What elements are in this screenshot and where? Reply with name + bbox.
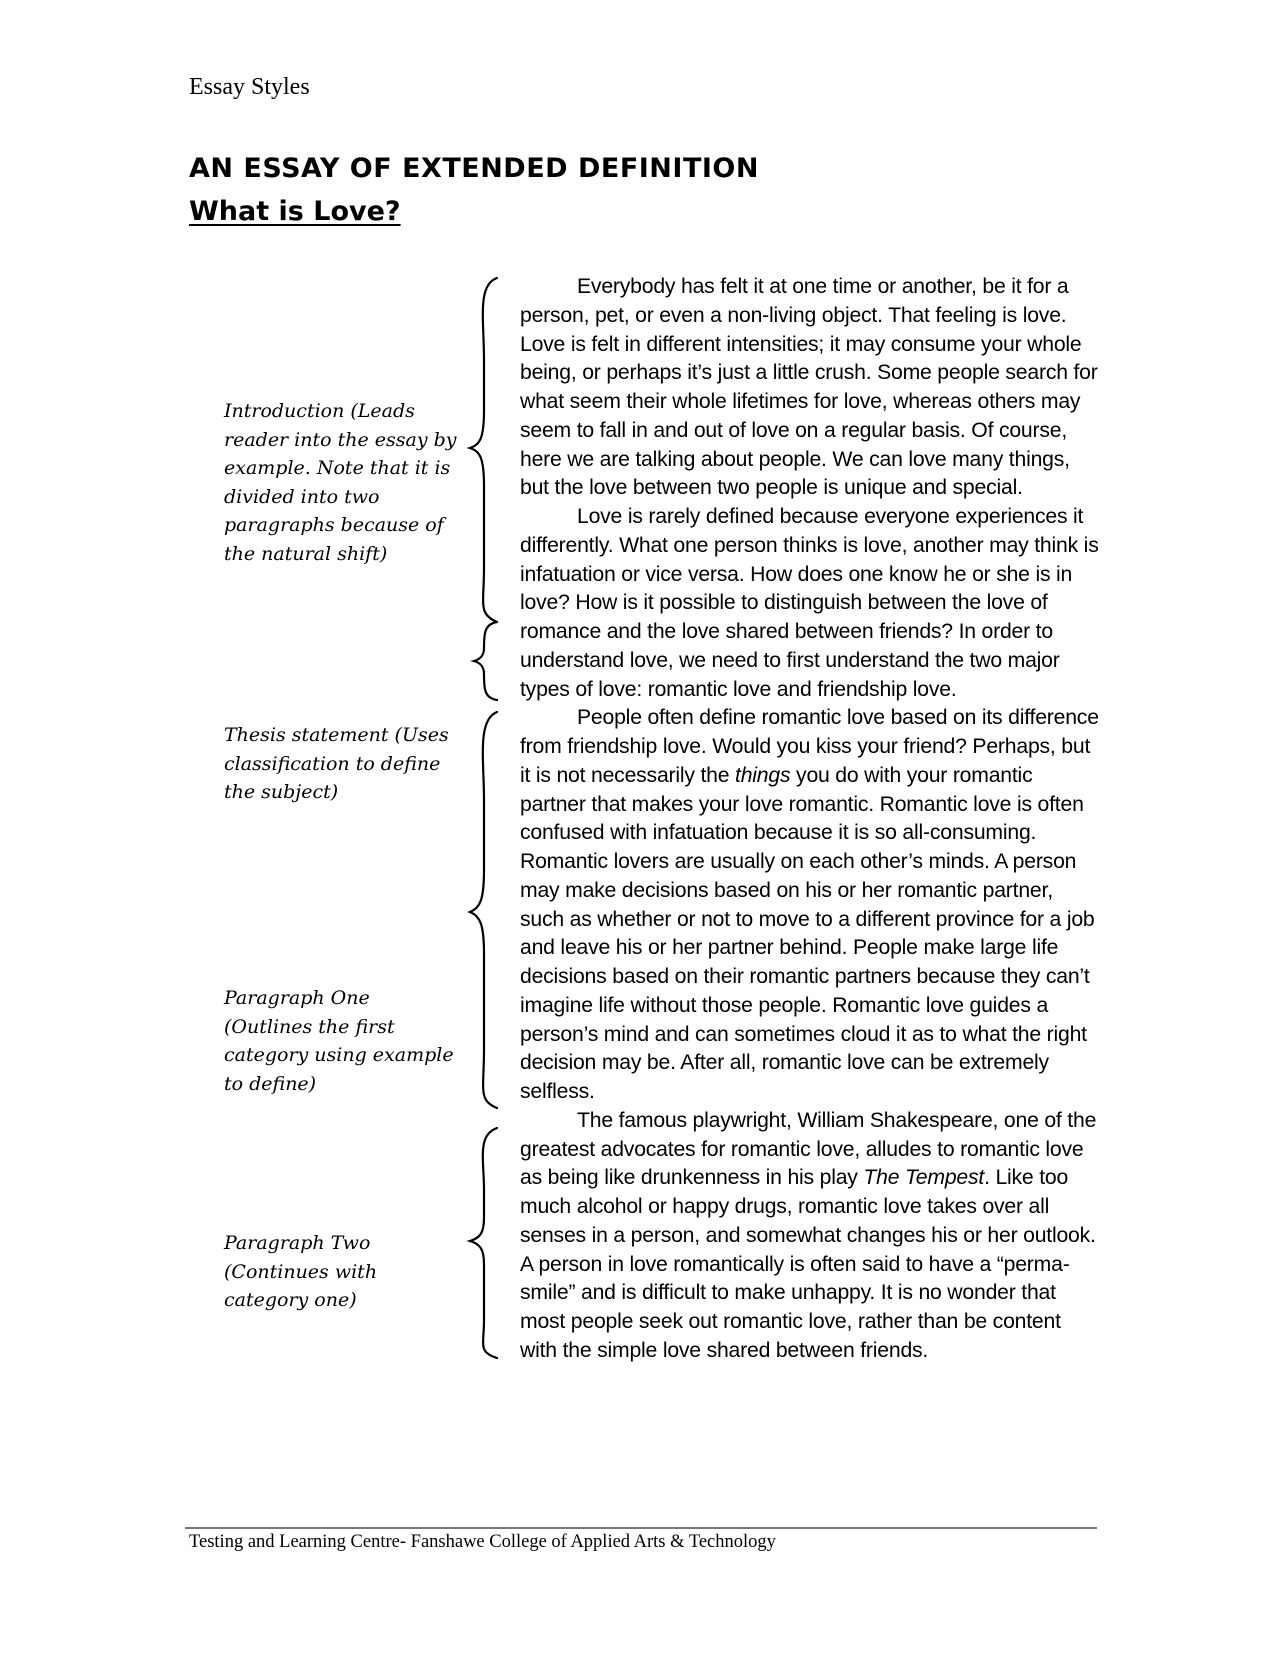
emphasis-things: things (735, 763, 791, 787)
essay-subtitle: What is Love? (189, 196, 401, 227)
essay-paragraph (520, 273, 1100, 503)
brace-paragraph-one (470, 712, 497, 1108)
brace-thesis (474, 622, 497, 700)
essay-paragraph (520, 1107, 1100, 1366)
annotation-paragraph-two: Paragraph Two (Continues with category one) (224, 1232, 378, 1311)
essay-title: AN ESSAY OF EXTENDED DEFINITION (189, 153, 759, 184)
annotation-thesis: Thesis statement (Uses classification to define the subject) (224, 724, 449, 803)
essay-body (520, 273, 1100, 1366)
annotation-introduction: Introduction (Leads reader into the essay by example. Note that it is divided into two paragraphs because of the natural shift) (224, 400, 457, 565)
essay-paragraph (520, 503, 1100, 704)
footer-divider (185, 1527, 1097, 1529)
paragraph-text: Everybody has felt it at one time or another, be it for a person, pet, or even a non-living object. That feeling is love. Love is felt in different intensities; it may consume your whole being, or perhaps it’s just a little crush. Some people search for what seem their whole lifetimes for love, whereas others may seem to fall in and out of love on a regular basis. Of course, here we are talking about people. We can love many things, but the love between two people is unique and special. (520, 275, 1098, 500)
paragraph-text: you do with your romantic partner that makes your love romantic. Romantic love is often confused with infatuation because it is so all-consuming. Romantic lovers are usually on each other’s minds. A person may make decisions based on his or her romantic partner, such as whether or not to move to a different province for a job and leave his or her partner behind. People make large life decisions based on their romantic partners because they can’t imagine life without those people. Romantic love guides a person’s mind and can sometimes cloud it as to what the right decision may be. After all, romantic love can be extremely selfless. (520, 763, 1095, 1103)
brace-introduction (470, 278, 497, 622)
page-header: Essay Styles (189, 74, 310, 100)
brace-paragraph-two (470, 1128, 497, 1358)
annotation-paragraph-one: Paragraph One (Outlines the first category using example to define) (224, 987, 454, 1095)
page-footer: Testing and Learning Centre- Fanshawe College of Applied Arts & Technology (189, 1532, 776, 1552)
emphasis-play-title: The Tempest (863, 1166, 985, 1190)
paragraph-text: People often define romantic love based on its difference from friendship love. Would you kiss your friend? Perhaps, but it is not necessarily the (520, 706, 1099, 787)
paragraph-text: Love is rarely defined because everyone experiences it differently. What one person thinks is love, another may think is infatuation or vice versa. How does one know he or she is in love? How is it possible to distinguish between the love of romance and the love shared between friends? In order to understand love, we need to first understand the two major types of love: romantic love and friendship love. (520, 505, 1099, 701)
paragraph-text: . Like too much alcohol or happy drugs, romantic love takes over all senses in a person, and somewhat changes his or her outlook. A person in love romantically is often said to have a “perma-smile” and is difficult to make unhappy. It is no wonder that most people seek out romantic love, rather than be content with the simple love shared between friends. (520, 1166, 1096, 1362)
essay-paragraph (520, 704, 1100, 1107)
paragraph-text: The famous playwright, William Shakespeare, one of the greatest advocates for romantic love, alludes to romantic love as being like drunkenness in his play (520, 1108, 1097, 1190)
